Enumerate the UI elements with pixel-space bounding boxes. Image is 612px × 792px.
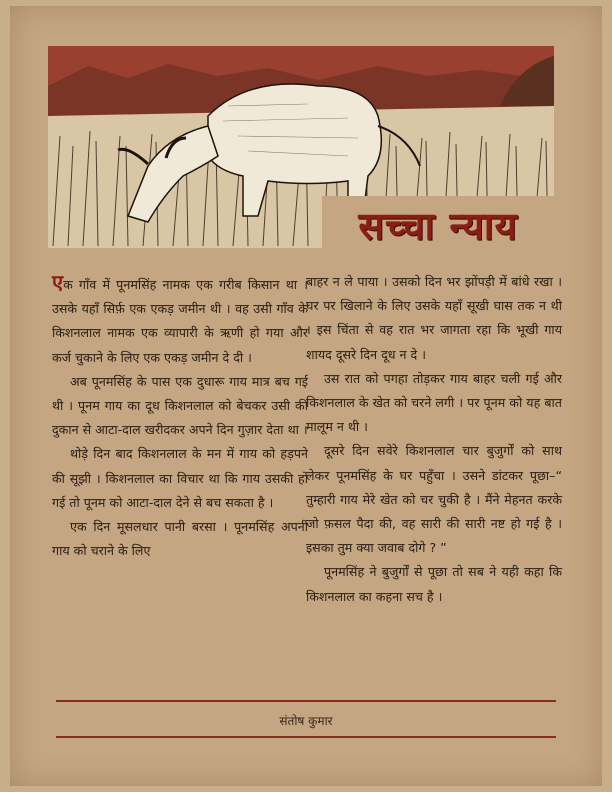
title-box <box>322 196 554 254</box>
dropcap: ए <box>52 270 64 294</box>
paragraph-7: दूसरे दिन सवेरे किशनलाल चार बुजुर्गों को साथ लेकर पूनमसिंह के घर पहुँचा । उसने डांटकर पूछा–“ तुम्हारी गाय मेरे खेत को चर चुकी है । मैंने मेहनत करके जो फ़सल पैदा की, वह सारी की सारी नष्ट हो गई है । इसका तुम क्या जवाब दोगे ? ” <box>306 443 562 556</box>
left-column <box>52 270 308 563</box>
paragraph-2: अब पूनमसिंह के पास एक दुधारू गाय मात्र बच गई थी । पूनम गाय का दूध किशनलाल को बेचकर उसी की दुकान से आटा-दाल खरीदकर अपने दिन गुज़ार देता था । <box>52 373 308 438</box>
story-title: सच्चा न्याय <box>358 204 518 248</box>
paragraph-3: थोड़े दिन बाद किशनलाल के मन में गाय को हड़पने की सूझी । किशनलाल का विचार था कि गाय उसकी हो गई तो पूनम को आटा-दाल देने से बच सकता है । <box>52 446 308 510</box>
paragraph-8: पूनमसिंह ने बुजुर्गों से पूछा तो सब ने यही कहा कि किशनलाल का कहना सच है । <box>306 564 562 604</box>
paragraph-5: बाहर न ले पाया । उसको दिन भर झोंपड़ी में बांधे रखा । घर पर खिलाने के लिए उसके यहाँ सूखी घास तक न थी । इस चिंता से वह रात भर जागता रहा कि भूखी गाय शायद दूसरे दिन दूध न दे । <box>306 274 562 362</box>
bottom-rule <box>56 736 556 738</box>
top-rule <box>56 700 556 702</box>
author-credit: संतोष कुमार <box>279 714 333 728</box>
paragraph-4: एक दिन मूसलधार पानी बरसा । पूनमसिंह अपनी गाय को चराने के लिए <box>52 519 308 559</box>
paragraph-1: एक गाँव में पूनमसिंह नामक एक गरीब किसान था । उसके यहाँ सिर्फ़ एक एकड़ जमीन थी । वह उसी गाँव के किशनलाल नामक एक व्यापारी के ऋणी हो गया और कर्ज चुकाने के लिए एक एकड़ जमीन दे दी । <box>52 270 308 365</box>
paragraph-6: उस रात को पगहा तोड़कर गाय बाहर चली गई और किशनलाल के खेत को चरने लगी । पर पूनम को यह बात मालूम न थी । <box>306 370 562 435</box>
right-column <box>306 270 562 609</box>
